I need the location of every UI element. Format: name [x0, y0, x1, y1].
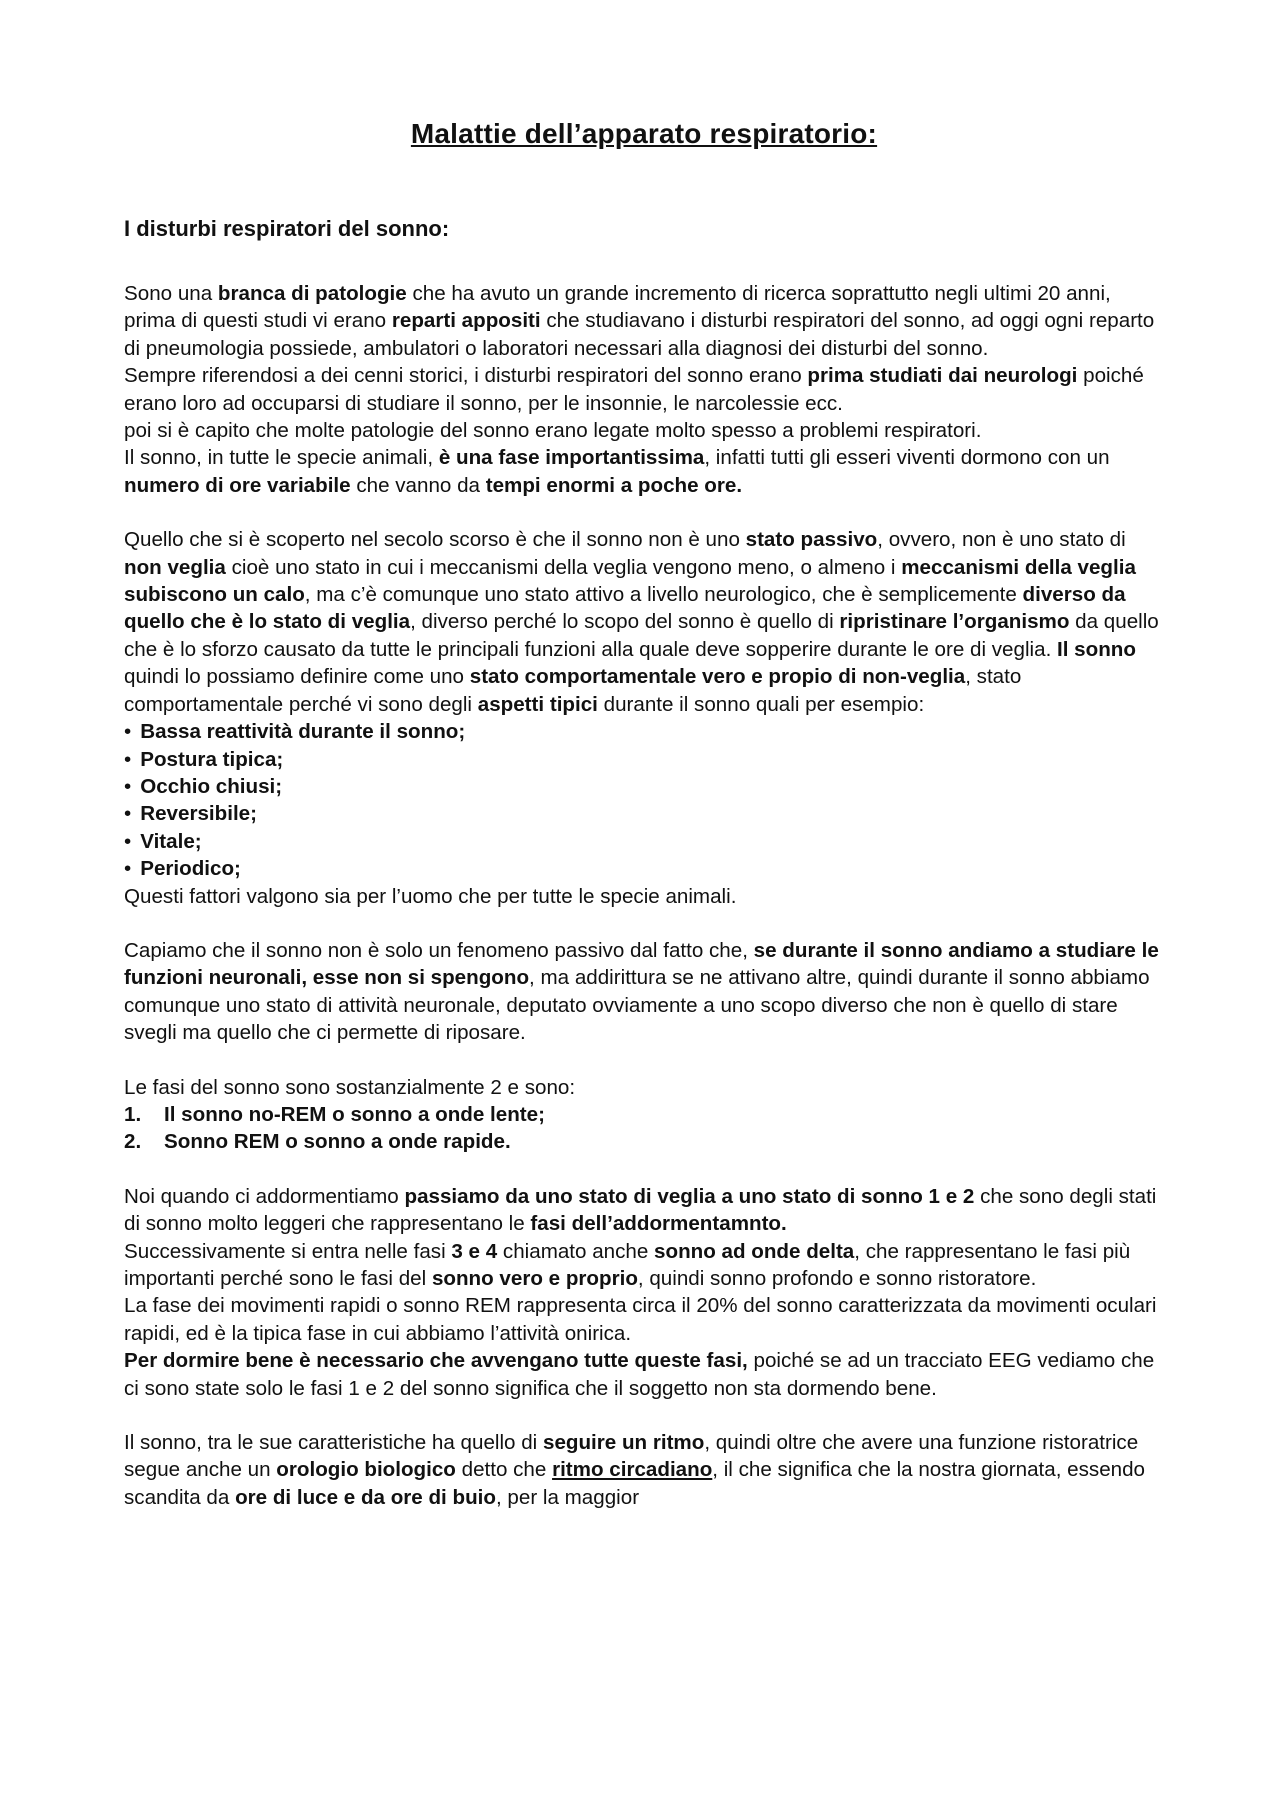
page-title: Malattie dell’apparato respiratorio:	[410, 118, 878, 149]
sleep-definition-section	[124, 526, 1164, 910]
sleep-phases-section	[124, 1074, 1164, 1156]
numbered-list	[124, 1101, 1164, 1156]
list-item: • Postura tipica;	[124, 746, 1164, 773]
list-item: • Occhio chiusi;	[124, 773, 1164, 800]
paragraph: Il sonno, in tutte le specie animali, è una fase importantissima, infatti tutti gli esseri viventi dormono con un numero di ore variabile che vanno da tempi enormi a poche ore.	[124, 446, 1110, 497]
paragraph: Per dormire bene è necessario che avvengano tutte queste fasi, poiché se ad un tracciato EEG vediamo che ci sono state solo le fasi 1 e 2 del sonno significa che il soggetto non sta dormendo bene.	[124, 1349, 1155, 1400]
paragraph: Quello che si è scoperto nel secolo scorso è che il sonno non è uno stato passivo, ovvero, non è uno stato di non veglia cioè uno stato in cui i meccanismi della veglia vengono meno, o almeno i meccanismi della veglia subiscono un calo, ma c’è comunque uno stato attivo a livello neurologico, che è semplicemente diverso da quello che è lo stato di veglia, diverso perché lo scopo del sonno è quello di ripristinare l’organismo da quello che è lo sforzo causato da tutte le principali funzioni alla quale deve sopperire durante le ore di veglia. Il sonno quindi lo possiamo definire come uno stato comportamentale vero e propio di non-veglia, stato comportamentale perché vi sono degli aspetti tipici durante il sonno quali per esempio:	[124, 528, 1159, 716]
paragraph: Sempre riferendosi a dei cenni storici, i disturbi respiratori del sonno erano prima studiati dai neurologi poiché erano loro ad occuparsi di studiare il sonno, per le insonnie, le narcolessie ecc.	[124, 364, 1144, 415]
paragraph: Sono una branca di patologie che ha avuto un grande incremento di ricerca soprattutto negli ultimi 20 anni, prima di questi studi vi erano reparti appositi che studiavano i disturbi respiratori del sonno, ad oggi ogni reparto di pneumologia possiede, ambulatori o laboratori necessari alla diagnosi dei disturbi del sonno.	[124, 282, 1155, 360]
list-item: • Vitale;	[124, 828, 1164, 855]
paragraph: Questi fattori valgono sia per l’uomo che per tutte le specie animali.	[124, 884, 737, 908]
section-heading: I disturbi respiratori del sonno:	[124, 216, 450, 241]
intro-section	[124, 280, 1164, 499]
list-item: 2. Sonno REM o sonno a onde rapide.	[124, 1130, 511, 1154]
bullet-list	[124, 718, 1164, 882]
paragraph: Le fasi del sonno sono sostanzialmente 2 e sono:	[124, 1075, 576, 1099]
paragraph: poi si è capito che molte patologie del sonno erano legate molto spesso a problemi respiratori.	[124, 419, 982, 443]
paragraph: Il sonno, tra le sue caratteristiche ha quello di seguire un ritmo, quindi oltre che avere una funzione ristoratrice segue anche un orologio biologico detto che ritmo circadiano, il che significa che la nostra giornata, essendo scandita da ore di luce e da ore di buio, per la maggior	[124, 1431, 1146, 1509]
paragraph: Successivamente si entra nelle fasi 3 e 4 chiamato anche sonno ad onde delta, che rappresentano le fasi più importanti perché sono le fasi del sonno vero e proprio, quindi sonno profondo e sonno ristoratore.	[124, 1239, 1131, 1290]
circadian-rhythm-section	[124, 1429, 1164, 1511]
paragraph: Noi quando ci addormentiamo passiamo da uno stato di veglia a uno stato di sonno 1 e 2 che sono degli stati di sonno molto leggeri che rappresentano le fasi dell’addormentamnto.	[124, 1184, 1157, 1236]
list-item: • Reversibile;	[124, 800, 1164, 827]
paragraph: Capiamo che il sonno non è solo un fenomeno passivo dal fatto che, se durante il sonno andiamo a studiare le funzioni neuronali, esse non si spengono, ma addirittura se ne attivano altre, quindi durante il sonno abbiamo comunque uno stato di attività neuronale, deputato ovviamente a uno scopo diverso che non è quello di stare svegli ma quello che ci permette di riposare.	[124, 938, 1159, 1045]
document-page	[124, 118, 1164, 1538]
neuronal-activity-section	[124, 937, 1164, 1047]
paragraph: La fase dei movimenti rapidi o sonno REM rappresenta circa il 20% del sonno caratterizzata da movimenti oculari rapidi, ed è la tipica fase in cui abbiamo l’attività onirica.	[124, 1294, 1157, 1345]
list-item: • Periodico;	[124, 855, 1164, 882]
list-item: 1. Il sonno no-REM o sonno a onde lente;	[124, 1102, 545, 1126]
list-item: • Bassa reattività durante il sonno;	[124, 718, 1164, 745]
sleep-stages-section	[124, 1183, 1164, 1402]
